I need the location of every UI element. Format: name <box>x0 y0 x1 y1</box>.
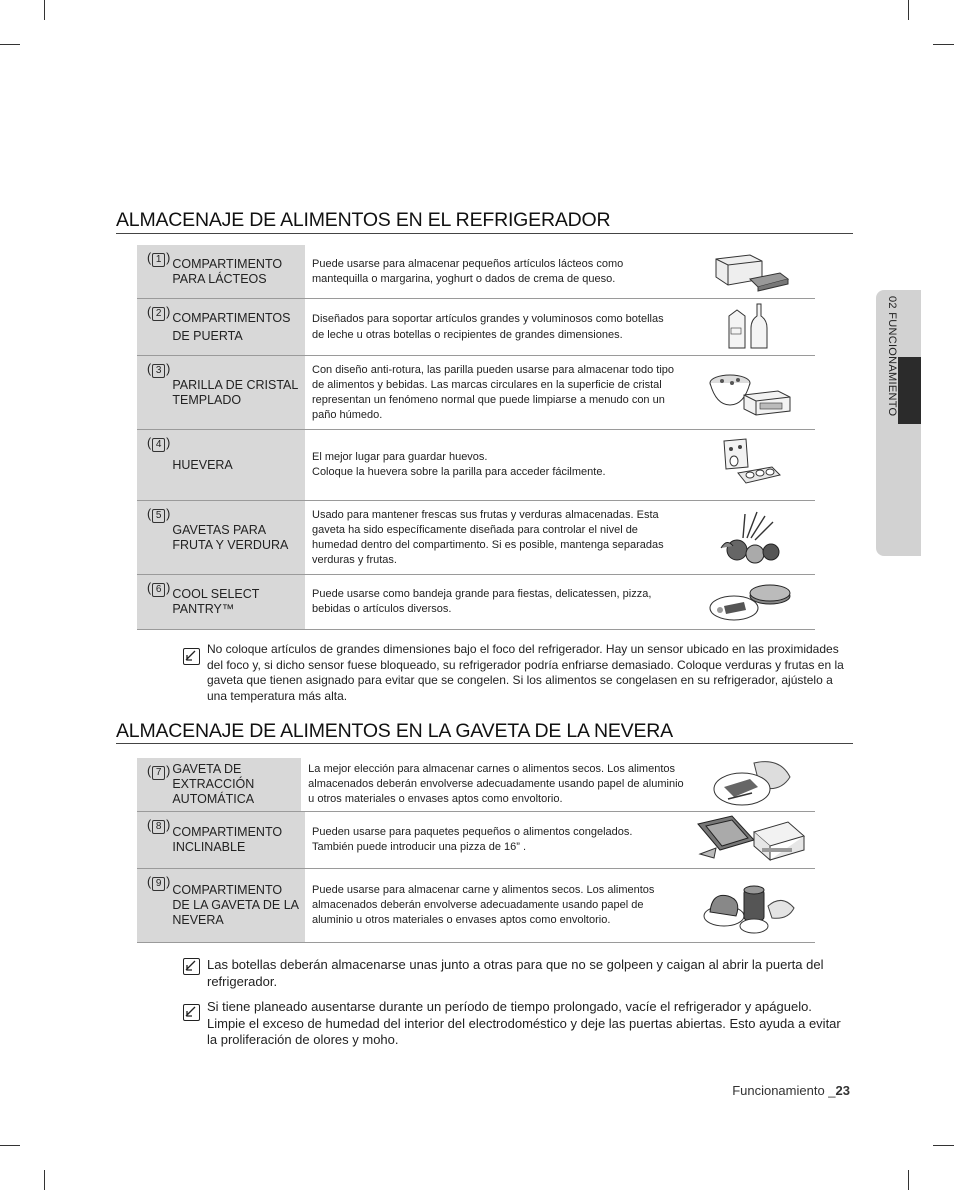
crop-mark <box>933 1145 954 1146</box>
footer-text: Funcionamiento _ <box>732 1083 836 1098</box>
row-label: ( 9 ) COMPARTIMENTO DE LA GAVETA DE LA NEVERA <box>137 869 305 942</box>
table-row <box>137 812 815 869</box>
row-description <box>305 812 685 868</box>
row-label: ( 6 ) COOL SELECT PANTRY™ <box>137 575 305 629</box>
row-number: 5 <box>152 509 165 523</box>
row-label: ( 5 ) GAVETAS PARA FRUTA Y VERDURA <box>137 501 305 574</box>
table-row <box>137 501 815 575</box>
row-description <box>301 758 688 811</box>
crop-mark <box>0 1145 20 1146</box>
vegetables-icon <box>685 501 815 574</box>
row-number: 4 <box>152 438 165 452</box>
row-label: ( 1 ) COMPARTIMENTO PARA LÁCTEOS <box>137 245 305 298</box>
roast-chicken-icon <box>685 869 815 942</box>
section-rule <box>116 743 853 744</box>
row-label: ( 3 ) PARILLA DE CRISTAL TEMPLADO <box>137 356 305 429</box>
row-label: ( 2 ) COMPARTIMENTOS DE PUERTA <box>137 299 305 355</box>
table-row <box>137 356 815 430</box>
row-number: 6 <box>152 583 165 597</box>
row-label-text: COMPARTIMENTO DE LA GAVETA DE LA NEVERA <box>172 883 299 927</box>
note-icon <box>183 648 200 665</box>
row-description <box>305 356 685 429</box>
row-label: ( 8 ) COMPARTIMENTO INCLINABLE <box>137 812 305 868</box>
note-icon <box>183 1004 200 1021</box>
crop-mark <box>0 44 20 45</box>
row-number: 3 <box>152 364 165 378</box>
crop-mark <box>44 1170 45 1190</box>
row-description <box>305 869 685 942</box>
meat-plate-icon <box>688 758 815 811</box>
row-label: ( 4 ) HUEVERA <box>137 430 305 500</box>
row-description-text: Con diseño anti-rotura, las parilla pueden usarse para almacenar todo tipo de alimentos y bebidas. Las marcas circulares en la superficie de cristal representan un fenómeno normal que puede limpiarse a menudo con un paño húmedo. <box>312 363 674 421</box>
row-description-text: Puede usarse como bandeja grande para fiestas, delicatessen, pizza, bebidas o artículos diversos. <box>312 588 652 615</box>
pizza-box-icon <box>685 812 815 868</box>
table-row <box>137 245 815 299</box>
table-row <box>137 575 815 630</box>
food-bowls-icon <box>685 356 815 429</box>
row-description <box>305 575 685 629</box>
dairy-container-icon <box>685 245 815 298</box>
side-tab-marker <box>898 357 921 424</box>
row-description-text: Usado para mantener frescas sus frutas y verduras almacenadas. Esta gaveta ha sido específicamente diseñada para controlar el nivel de humedad dentro del compartimento. Si es posible, mantenga separadas verduras y frutas. <box>312 508 664 566</box>
note-text: No coloque artículos de grandes dimensiones bajo el foco del refrigerador. Hay un sensor ubicado en las proximidades del foco y, si dicho sensor fuese bloqueado, su refrigerador podría enfriarse demasiado. Coloque verduras y frutas en la gaveta que tienen asignado para evitar que se congelen. Si los alimentos se congelasen en su refrigerador, ajústelo a una temperatura más alta. <box>207 642 844 703</box>
party-tray-icon <box>685 575 815 629</box>
section-title-refrigerator: ALMACENAJE DE ALIMENTOS EN EL REFRIGERADOR <box>116 209 611 231</box>
row-description-text: Puede usarse para almacenar carne y alimentos secos. Los alimentos almacenados deberán envolverse adecuadamente usando papel de aluminio u otros materiales o envases aptos como envoltorio. <box>312 884 655 926</box>
section-rule <box>116 233 853 234</box>
row-number: 9 <box>152 877 165 891</box>
row-description-text: Pueden usarse para paquetes pequeños o alimentos congelados. También puede introducir una pizza de 16” . <box>312 826 633 853</box>
note-text: Las botellas deberán almacenarse unas junto a otras para que no se golpeen y caigan al abrir la puerta del refrigerador. <box>207 957 824 989</box>
row-number: 7 <box>152 766 165 780</box>
row-number: 1 <box>152 253 165 267</box>
row-description <box>305 245 685 298</box>
refrigerator-table <box>137 245 815 630</box>
table-row <box>137 869 815 943</box>
crop-mark <box>44 0 45 20</box>
row-description <box>305 430 685 500</box>
table-row <box>137 758 815 812</box>
row-label-text: COMPARTIMENTOS DE PUERTA <box>172 311 291 343</box>
freezer-table <box>137 758 815 943</box>
row-description-text: Puede usarse para almacenar pequeños artículos lácteos como mantequilla o margarina, yoghurt o dados de crema de queso. <box>312 257 624 285</box>
row-label-text: GAVETAS PARA FRUTA Y VERDURA <box>172 522 289 552</box>
row-description <box>305 501 685 574</box>
row-label-text: COOL SELECT PANTRY™ <box>172 587 260 616</box>
row-label-text: GAVETA DE EXTRACCIÓN AUTOMÁTICA <box>172 762 255 806</box>
row-number: 8 <box>152 820 165 834</box>
row-description-text: Diseñados para soportar artículos grandes y voluminosos como botellas de leche u otras botellas o recipientes de grandes dimensiones. <box>312 313 664 341</box>
side-tab-label: 02 FUNCIONAMIENTO <box>886 296 898 417</box>
row-number: 2 <box>152 307 165 321</box>
row-description-text: El mejor lugar para guardar huevos. Coloque la huevera sobre la parilla para acceder fácilmente. <box>312 451 606 478</box>
page-footer <box>732 1083 850 1098</box>
row-description <box>305 299 685 355</box>
crop-mark <box>908 0 909 20</box>
section-title-freezer: ALMACENAJE DE ALIMENTOS EN LA GAVETA DE LA NEVERA <box>116 720 673 742</box>
table-row <box>137 299 815 356</box>
page-number: 23 <box>835 1083 850 1098</box>
crop-mark <box>933 44 954 45</box>
row-label-text: HUEVERA <box>172 457 233 472</box>
row-label: ( 7 ) GAVETA DE EXTRACCIÓN AUTOMÁTICA <box>137 758 301 811</box>
crop-mark <box>908 1170 909 1190</box>
table-row <box>137 430 815 501</box>
note-text: Si tiene planeado ausentarse durante un período de tiempo prolongado, vacíe el refrigerador y apáguelo. Limpie el exceso de humedad del interior del electrodoméstico y deje las puertas abiertas. Esto ayuda a evitar la proliferación de olores y moho. <box>207 999 841 1047</box>
milk-bottle-icon <box>685 299 815 355</box>
row-label-text: COMPARTIMENTO PARA LÁCTEOS <box>172 256 283 286</box>
egg-tray-icon <box>685 430 815 500</box>
note-icon <box>183 958 200 975</box>
row-label-text: PARILLA DE CRISTAL TEMPLADO <box>172 377 298 407</box>
row-description-text: La mejor elección para almacenar carnes o alimentos secos. Los alimentos almacenados deberán envolverse adecuadamente usando papel de aluminio u otros materiales o envases aptos como envoltorio. <box>308 763 684 805</box>
row-label-text: COMPARTIMENTO INCLINABLE <box>172 825 283 854</box>
